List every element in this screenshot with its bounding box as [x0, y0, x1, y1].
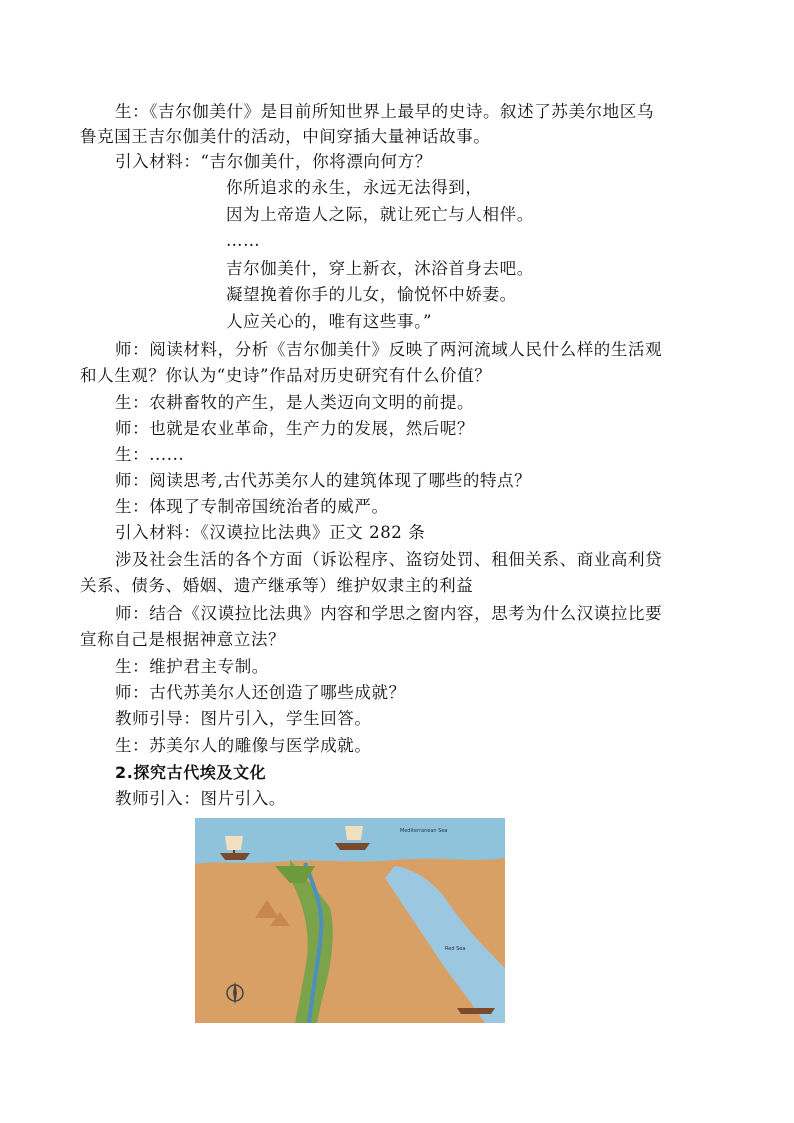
paragraph-line: 关系、债务、婚姻、遗产继承等）维护奴隶主的利益	[80, 576, 474, 595]
paragraph-line: 师：阅读材料，分析《吉尔伽美什》反映了两河流域人民什么样的生活观	[115, 340, 663, 359]
paragraph-line: 生：维护君主专制。	[115, 657, 269, 676]
poem-line: 凝望挽着你手的儿女，愉悦怀中娇妻。	[226, 285, 517, 304]
ship-icon	[220, 853, 250, 860]
svg-text:Red Sea: Red Sea	[445, 946, 466, 952]
poem-line: 因为上帝造人之际，就让死亡与人相伴。	[226, 205, 534, 224]
paragraph-line: 师：阅读思考,古代苏美尔人的建筑体现了哪些的特点？	[115, 471, 532, 490]
paragraph-line: 生：农耕畜牧的产生，是人类迈向文明的前提。	[115, 393, 475, 412]
paragraph-line: 引入材料：《汉谟拉比法典》正文 282 条	[115, 523, 426, 542]
paragraph-line: 引入材料：“吉尔伽美什，你将漂向何方？	[115, 152, 432, 171]
paragraph-line: 教师引入：图片引入。	[115, 789, 286, 808]
paragraph-line: 涉及社会生活的各个方面（诉讼程序、盗窃处罚、租佃关系、商业高利贷	[115, 550, 663, 569]
poem-line: ……	[226, 231, 261, 250]
paragraph-line: 生：苏美尔人的雕像与医学成就。	[115, 736, 372, 755]
poem-line: 你所追求的永生，永远无法得到，	[226, 178, 483, 197]
ship-icon	[457, 1008, 495, 1014]
paragraph-line: 生：《吉尔伽美什》是目前所知世界上最早的史诗。叙述了苏美尔地区乌	[115, 102, 654, 121]
svg-text:Mediterranean Sea: Mediterranean Sea	[400, 828, 448, 834]
ancient-egypt-map-illustration	[195, 818, 505, 1023]
poem-line: 人应关心的，唯有这些事。”	[226, 312, 432, 331]
paragraph-line: 宣称自己是根据神意立法？	[80, 630, 286, 649]
paragraph-line: 和人生观？你认为“史诗”作品对历史研究有什么价值？	[80, 366, 492, 385]
paragraph-line: 生：体现了专制帝国统治者的威严。	[115, 497, 389, 516]
paragraph-line: 教师引导：图片引入，学生回答。	[115, 709, 372, 728]
paragraph-line: 师：古代苏美尔人还创造了哪些成就？	[115, 683, 406, 702]
poem-line: 吉尔伽美什，穿上新衣，沐浴首身去吧。	[226, 259, 534, 278]
paragraph-line: 生：......	[115, 445, 185, 464]
section-heading: 2.探究古代埃及文化	[115, 763, 267, 782]
paragraph-line: 师：也就是农业革命，生产力的发展，然后呢？	[115, 419, 475, 438]
paragraph-line: 师：结合《汉谟拉比法典》内容和学思之窗内容，思考为什么汉谟拉比要	[115, 604, 663, 623]
paragraph-line: 鲁克国王吉尔伽美什的活动，中间穿插大量神话故事。	[80, 127, 491, 146]
ship-icon	[335, 843, 370, 850]
